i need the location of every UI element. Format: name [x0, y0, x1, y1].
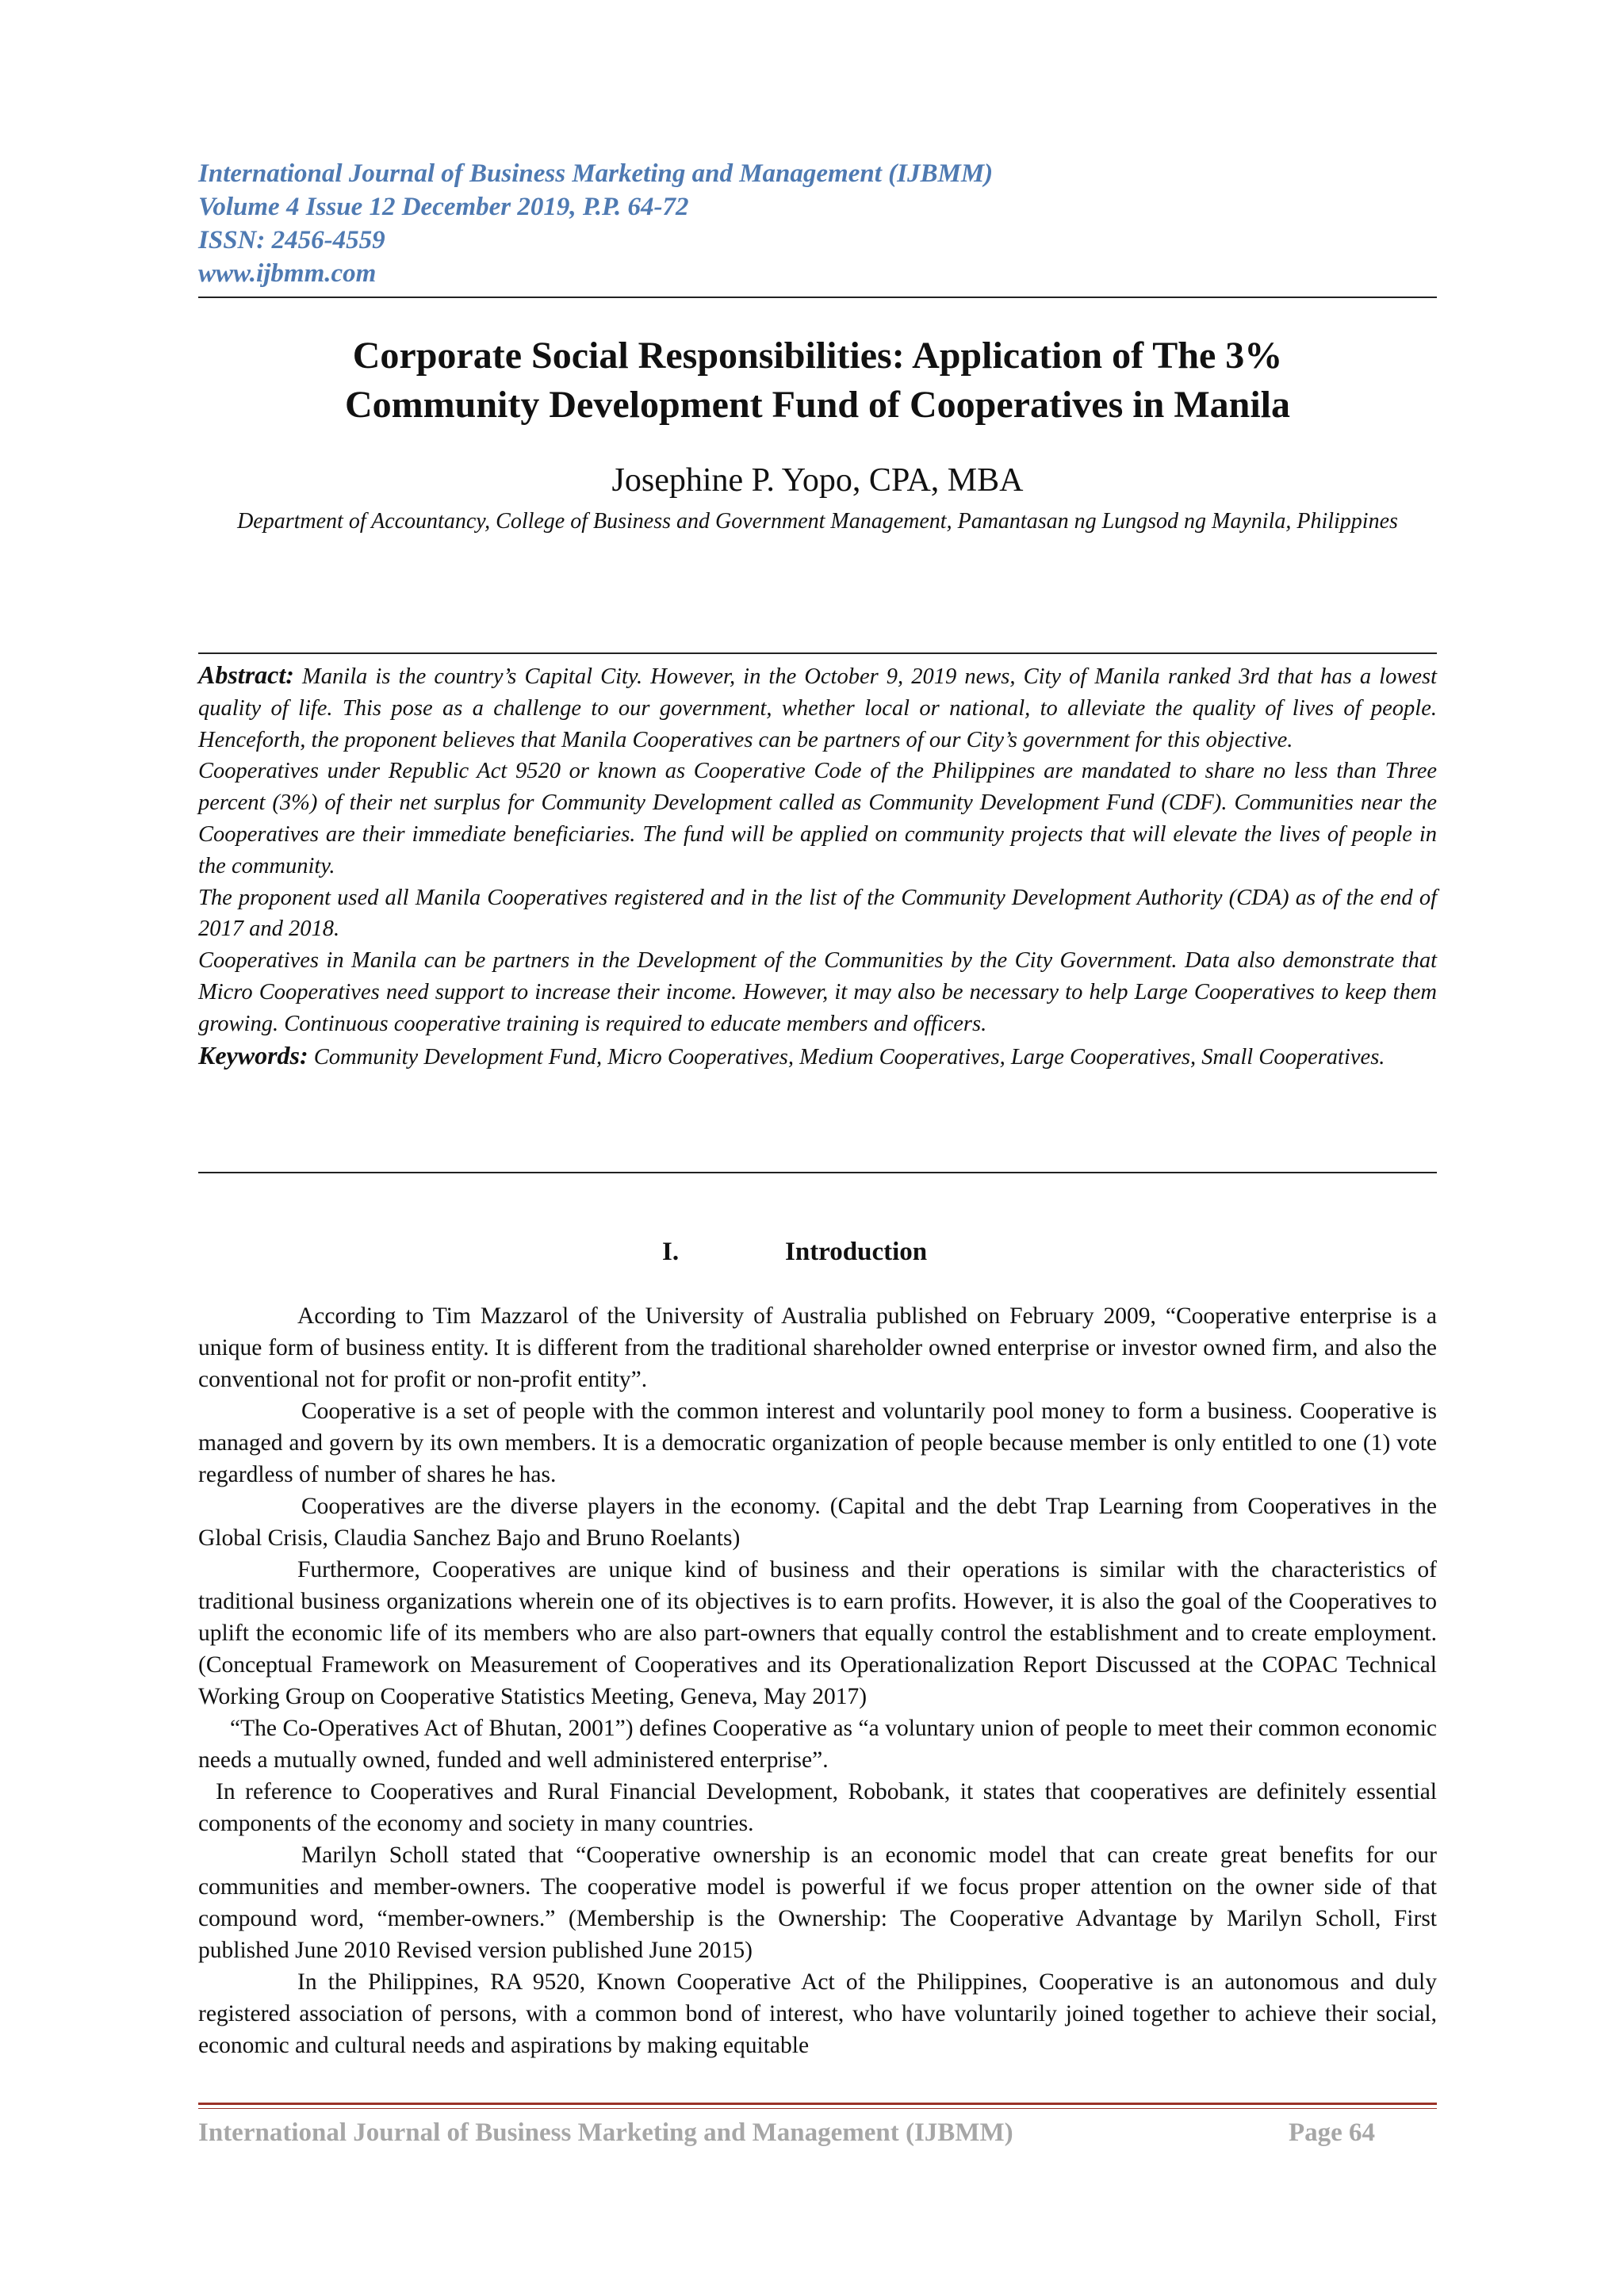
journal-header [198, 157, 1437, 290]
paper-title [198, 331, 1437, 430]
section-number: I. [662, 1238, 680, 1266]
footer-divider-thick [198, 2103, 1437, 2105]
body-paragraph-5: “The Co-Operatives Act of Bhutan, 2001”) defines Cooperative as “a voluntary union of people to meet their common economic needs a mutually owned, funded and well administered enterprise”. [198, 1716, 1437, 1773]
keywords-text: Community Development Fund, Micro Cooperatives, Medium Cooperatives, Large Cooperatives, Small Cooperatives. [313, 1044, 1385, 1070]
body-paragraph-7: Marilyn Scholl stated that “Cooperative ownership is an economic model that can create great benefits for our communities and member-owners. The cooperative model is powerful if we focus proper attention on the owner side of that compound word, “member-owners.” (Membership is the Ownership: The Cooperative Advantage by Marilyn Scholl, First published June 2010 Revised version published June 2015) [198, 1843, 1437, 1963]
body-paragraph-1: According to Tim Mazzarol of the University of Australia published on February 2009, “Cooperative enterprise is a unique form of business entity. It is different from the traditional shareholder owned enterprise or investor owned firm, and also the conventional not for profit or non-profit entity”. [198, 1303, 1437, 1392]
abstract-paragraph-4: Cooperatives in Manila can be partners in the Development of the Communities by the City Government. Data also demonstrate that Micro Cooperatives need support to increase their income. However, it may also be necessary to help Large Cooperatives to keep them growing. Continuous cooperative training is required to educate members and officers. [198, 948, 1437, 1036]
keywords-label: Keywords: [198, 1040, 308, 1070]
author-affiliation: Department of Accountancy, College of Business and Government Management, Pamantasan ng Lungsod ng Maynila, Philippines [237, 509, 1398, 534]
author-name: Josephine P. Yopo, CPA, MBA [611, 462, 1024, 499]
journal-website: www.ijbmm.com [198, 259, 377, 288]
header-divider [198, 297, 1437, 298]
journal-name: International Journal of Business Marketing and Management (IJBMM) [198, 159, 994, 188]
abstract-text-1: Manila is the country’s Capital City. However, in the October 9, 2019 news, City of Manila ranked 3rd that has a lowest quality of life. This pose as a challenge to our government, whether local or national, to alleviate the quality of lives of people. Henceforth, the proponent believes that Manila Cooperatives can be partners of our City’s government for this objective. [198, 664, 1437, 752]
abstract-top-divider [198, 652, 1437, 654]
body-paragraph-4: Furthermore, Cooperatives are unique kind of business and their operations is similar with the characteristics of traditional business organizations wherein one of its objectives is to earn profits. However, it is also the goal of the Cooperatives to uplift the economic life of its members who are also part-owners that equally control the establishment and to create employment. (Conceptual Framework on Measurement of Cooperatives and its Operationalization Report Discussed at the COPAC Technical Working Group on Cooperative Statistics Meeting, Geneva, May 2017) [198, 1557, 1437, 1709]
footer-page-number: Page 64 [1289, 2118, 1376, 2147]
paper-title-line-2: Community Development Fund of Cooperatives in Manila [345, 384, 1290, 426]
footer-journal-name: International Journal of Business Marketing and Management (IJBMM) [198, 2118, 1013, 2147]
abstract-paragraph-3: The proponent used all Manila Cooperatives registered and in the list of the Community Development Authority (CDA) as of the end of 2017 and 2018. [198, 885, 1437, 942]
journal-issn: ISSN: 2456-4559 [198, 226, 385, 254]
body-text [198, 1300, 1437, 2061]
body-paragraph-3: Cooperatives are the diverse players in the economy. (Capital and the debt Trap Learning from Cooperatives in the Global Crisis, Claudia Sanchez Bajo and Bruno Roelants) [198, 1494, 1437, 1551]
abstract-block [198, 660, 1437, 1073]
abstract-paragraph-2: Cooperatives under Republic Act 9520 or known as Cooperative Code of the Philippines are mandated to share no less than Three percent (3%) of their net surplus for Community Development called as Community Development Fund (CDF). Communities near the Cooperatives are their immediate beneficiaries. The fund will be applied on community projects that will elevate the lives of people in the community. [198, 759, 1437, 878]
body-paragraph-6: In reference to Cooperatives and Rural Financial Development, Robobank, it states that cooperatives are definitely essential components of the economy and society in many countries. [198, 1779, 1437, 1836]
paper-page [198, 0, 1437, 2296]
section-title: Introduction [785, 1238, 928, 1266]
abstract-bottom-divider [198, 1172, 1437, 1173]
body-paragraph-8: In the Philippines, RA 9520, Known Cooperative Act of the Philippines, Cooperative is an autonomous and duly registered association of persons, with a common bond of interest, who have voluntarily joined together to achieve their social, economic and cultural needs and aspirations by making equitable [198, 1969, 1437, 2058]
abstract-label: Abstract: [198, 660, 294, 689]
footer-divider-thin [198, 2108, 1437, 2109]
keywords-paragraph [198, 1040, 1437, 1073]
abstract-paragraph-1 [198, 660, 1437, 756]
paper-title-line-1: Corporate Social Responsibilities: Application of The 3% [352, 335, 1283, 377]
journal-volume: Volume 4 Issue 12 December 2019, P.P. 64-72 [198, 193, 689, 221]
body-paragraph-2: Cooperative is a set of people with the common interest and voluntarily pool money to form a business. Cooperative is managed and govern by its own members. It is a democratic organization of people because member is only entitled to one (1) vote regardless of number of shares he has. [198, 1399, 1437, 1487]
